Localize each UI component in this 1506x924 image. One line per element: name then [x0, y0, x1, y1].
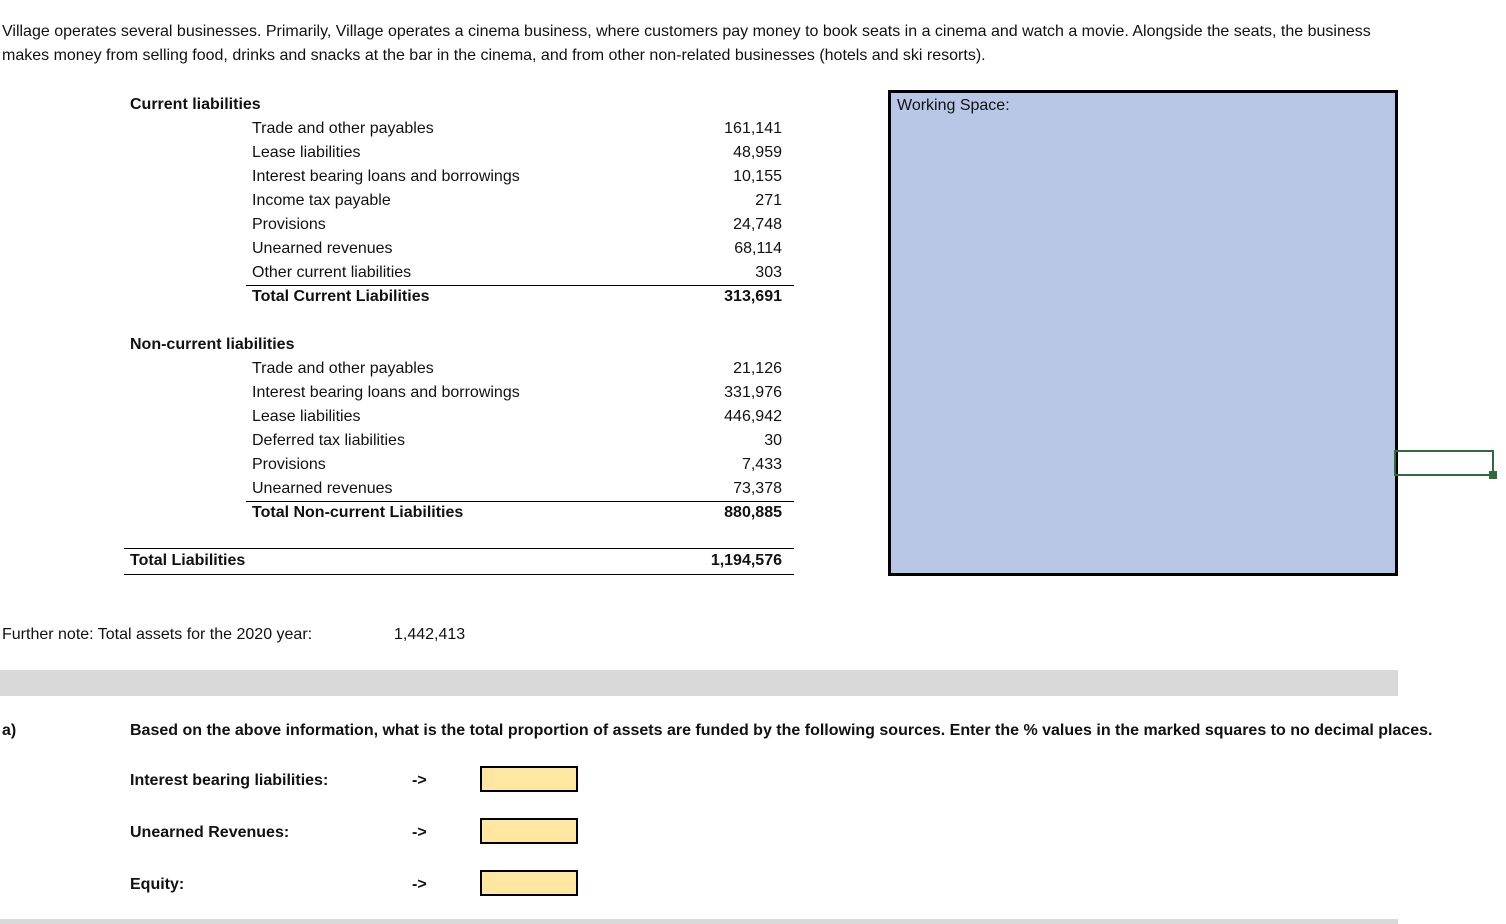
current-item-label: Other current liabilities [252, 264, 412, 281]
current-item-value: 24,748 [733, 216, 782, 233]
total-liabilities-bottom-rule [124, 574, 794, 575]
total-current-liabilities-value: 313,691 [724, 288, 782, 305]
current-item-value: 271 [755, 192, 782, 209]
current-item-value: 303 [755, 264, 782, 281]
noncurrent-item-label: Lease liabilities [252, 408, 361, 425]
bottom-divider [0, 919, 1398, 924]
current-subtotal-rule [246, 285, 794, 286]
current-item-value: 161,141 [724, 120, 782, 137]
noncurrent-item-value: 73,378 [733, 480, 782, 497]
noncurrent-item-value: 30 [764, 432, 782, 449]
noncurrent-item-value: 21,126 [733, 360, 782, 377]
selected-cell[interactable] [1394, 450, 1494, 476]
arrow-indicator: -> [412, 824, 427, 841]
noncurrent-item-label: Trade and other payables [252, 360, 434, 377]
answer-input-unearned-revenues[interactable] [480, 818, 578, 844]
noncurrent-item-value: 7,433 [741, 456, 782, 473]
current-item-label: Provisions [252, 216, 326, 233]
current-item-label: Income tax payable [252, 192, 391, 209]
total-assets-value: 1,442,413 [394, 626, 466, 643]
fill-handle[interactable] [1489, 471, 1497, 479]
noncurrent-item-label: Unearned revenues [252, 480, 393, 497]
further-note-label: Further note: Total assets for the 2020 year: [2, 626, 313, 643]
answer-input-interest-bearing[interactable] [480, 766, 578, 792]
noncurrent-liabilities-heading: Non-current liabilities [130, 336, 295, 353]
answer-label-unearned-revenues: Unearned Revenues: [130, 824, 290, 841]
noncurrent-item-label: Deferred tax liabilities [252, 432, 405, 449]
noncurrent-item-value: 446,942 [724, 408, 782, 425]
question-text: Based on the above information, what is the total proportion of assets are funded by the following sources. Enter the % values in the marked squares to no decimal places. [130, 722, 1433, 739]
question-letter: a) [2, 722, 17, 739]
total-liabilities-value: 1,194,576 [710, 552, 782, 569]
working-space-label: Working Space: [897, 97, 1010, 114]
total-noncurrent-liabilities-label: Total Non-current Liabilities [252, 504, 464, 521]
current-item-label: Trade and other payables [252, 120, 434, 137]
answer-label-equity: Equity: [130, 876, 185, 893]
total-liabilities-top-rule [124, 548, 794, 549]
intro-paragraph: Village operates several businesses. Primarily, Village operates a cinema business, where customers pay money to book seats in a cinema and watch a movie. Alongside the seats, the business makes money from selling food, drinks and snacks at the bar in the cinema, and from other non-related businesses (hotels and ski resorts). [2, 23, 1371, 64]
answer-input-equity[interactable] [480, 870, 578, 896]
total-current-liabilities-label: Total Current Liabilities [252, 288, 430, 305]
working-space-box[interactable] [888, 90, 1398, 576]
current-item-label: Unearned revenues [252, 240, 393, 257]
noncurrent-item-value: 331,976 [724, 384, 782, 401]
current-item-value: 48,959 [733, 144, 782, 161]
arrow-indicator: -> [412, 772, 427, 789]
arrow-indicator: -> [412, 876, 427, 893]
current-item-value: 68,114 [734, 240, 782, 257]
current-item-value: 10,155 [733, 168, 782, 185]
total-noncurrent-liabilities-value: 880,885 [724, 504, 782, 521]
noncurrent-item-label: Provisions [252, 456, 326, 473]
answer-label-interest-bearing: Interest bearing liabilities: [130, 772, 329, 789]
current-liabilities-heading: Current liabilities [130, 96, 261, 113]
noncurrent-subtotal-rule [246, 501, 794, 502]
section-divider-band [0, 670, 1398, 696]
noncurrent-item-label: Interest bearing loans and borrowings [252, 384, 520, 401]
total-liabilities-label: Total Liabilities [130, 552, 246, 569]
current-item-label: Lease liabilities [252, 144, 361, 161]
current-item-label: Interest bearing loans and borrowings [252, 168, 520, 185]
